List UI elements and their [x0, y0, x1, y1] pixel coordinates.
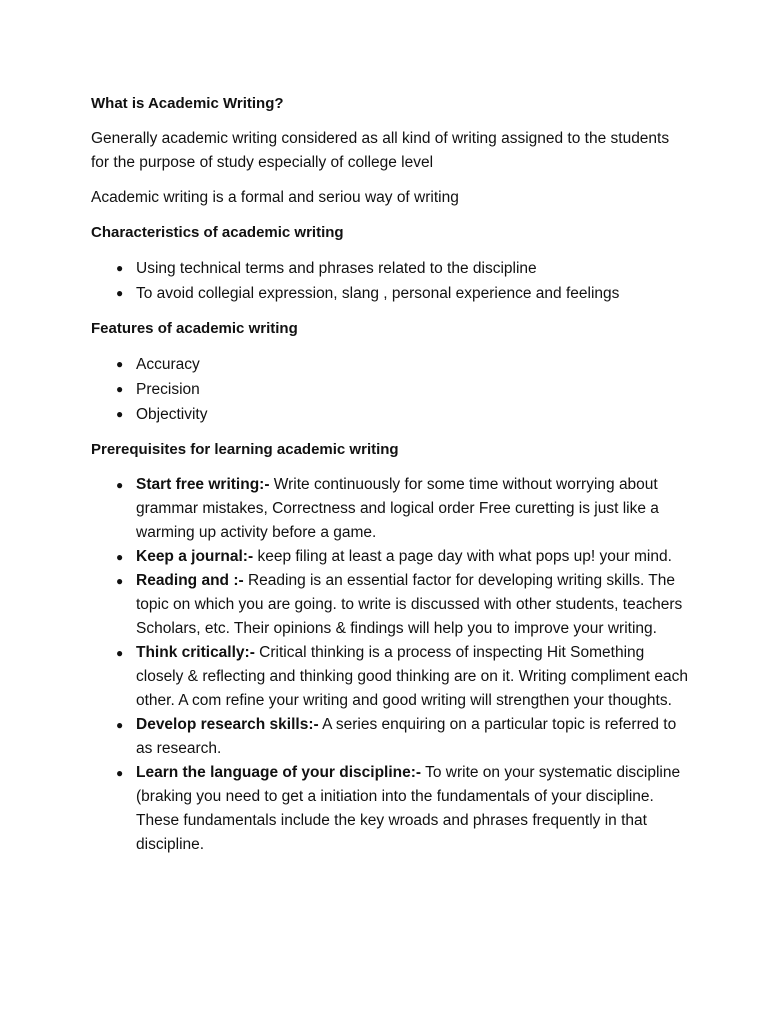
list-item-text: Accuracy: [136, 356, 200, 373]
list-item: [91, 402, 691, 427]
list-item: [91, 545, 691, 569]
bullet-icon: ●: [116, 646, 124, 660]
list-item-term: Reading and :-: [136, 572, 244, 589]
characteristics-list: [91, 256, 691, 306]
list-item-text: To write on your systematic discipline (braking you need to get a initiation into the fundamentals of your discipline. These fundamentals include the key wroads and phrases frequently in that discipline.: [136, 764, 681, 853]
list-item-term: Think critically:-: [136, 644, 255, 661]
list-item: [91, 641, 691, 713]
list-item-text: keep filing at least a page day with what pops up! your mind.: [253, 548, 672, 565]
list-item: [91, 256, 691, 281]
list-item: [91, 473, 691, 545]
bullet-icon: ●: [116, 407, 124, 421]
list-item-text: Objectivity: [136, 406, 208, 423]
list-item: [91, 569, 691, 641]
list-item-term: Start free writing:-: [136, 476, 270, 493]
characteristics-heading: Characteristics of academic writing: [91, 224, 344, 241]
list-item: [91, 352, 691, 377]
list-item: [91, 377, 691, 402]
document-body: [91, 92, 691, 868]
bullet-icon: ●: [116, 550, 124, 564]
prerequisites-list: [91, 473, 691, 857]
list-item-text: To avoid collegial expression, slang , personal experience and feelings: [136, 285, 620, 302]
document-title: What is Academic Writing?: [91, 95, 284, 112]
bullet-icon: ●: [116, 382, 124, 396]
list-item-term: Learn the language of your discipline:-: [136, 764, 422, 781]
bullet-icon: ●: [116, 766, 124, 780]
list-item-text: Using technical terms and phrases related to the discipline: [136, 260, 537, 277]
bullet-icon: ●: [116, 261, 124, 275]
list-item-term: Develop research skills:-: [136, 716, 319, 733]
list-item-text: A series enquiring on a particular topic is referred to as research.: [136, 716, 677, 757]
list-item-text: Write continuously for some time without worrying about grammar mistakes, Correctness and logical order Free curetting is just like a warming up activity before a game.: [136, 476, 659, 541]
list-item: [91, 713, 691, 761]
intro-paragraph-1: Generally academic writing considered as all kind of writing assigned to the students for the purpose of study especially of college level: [91, 130, 670, 171]
prerequisites-heading: Prerequisites for learning academic writing: [91, 441, 399, 458]
bullet-icon: ●: [116, 574, 124, 588]
list-item-text: Critical thinking is a process of inspecting Hit Something closely & reflecting and thinking good thinking are on it. Writing compliment each other. A com refine your writing and good writing will strengthen your thoughts.: [136, 644, 688, 709]
list-item-text: Reading is an essential factor for developing writing skills. The topic on which you are going. to write is discussed with other students, teachers Scholars, etc. Their opinions & findings will help you to improve your writing.: [136, 572, 683, 637]
intro-paragraph-2: Academic writing is a formal and seriou way of writing: [91, 189, 459, 206]
features-list: [91, 352, 691, 427]
list-item: [91, 761, 691, 857]
bullet-icon: ●: [116, 478, 124, 492]
list-item-term: Keep a journal:-: [136, 548, 254, 565]
bullet-icon: ●: [116, 357, 124, 371]
list-item-text: Precision: [136, 381, 200, 398]
list-item: [91, 281, 691, 306]
features-heading: Features of academic writing: [91, 320, 298, 337]
bullet-icon: ●: [116, 718, 124, 732]
bullet-icon: ●: [116, 286, 124, 300]
